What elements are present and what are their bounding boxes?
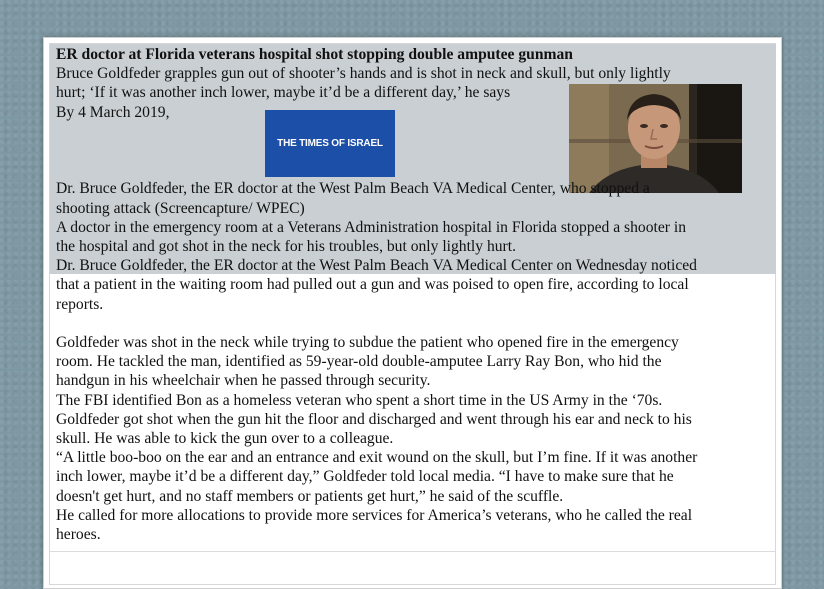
photo-caption-line-2: shooting attack (Screencapture/ WPEC): [56, 199, 305, 217]
image-spacer-1: [56, 122, 761, 141]
body-line: doesn't get hurt, and no staff members or patients get hurt,” he said of the scuffle.: [56, 487, 564, 505]
subheadline-line-2: hurt; ‘If it was another inch lower, maybe it’d be a different day,’ he says: [56, 84, 511, 102]
body-line: Dr. Bruce Goldfeder, the ER doctor at the West Palm Beach VA Medical Center on Wednesday noticed: [56, 257, 697, 275]
body-line: room. He tackled the man, identified as 59-year-old double-amputee Larry Ray Bon, who hid the: [56, 353, 662, 371]
body-line: skull. He was able to kick the gun over to a colleague.: [56, 430, 394, 447]
body-line: handgun in his wheelchair when he passed through security.: [56, 372, 431, 390]
body-line: that a patient in the waiting room had pulled out a gun and was poised to open fire, according to local: [56, 276, 689, 294]
subheadline-line-1: Bruce Goldfeder grapples gun out of shooter’s hands and is shot in neck and skull, but only lightly: [56, 65, 671, 83]
article-text: [56, 45, 761, 544]
body-line: reports.: [56, 295, 104, 313]
photo-caption-line-1: Dr. Bruce Goldfeder, the ER doctor at the West Palm Beach VA Medical Center, who stopped a: [56, 180, 650, 198]
body-line: heroes.: [56, 526, 101, 544]
paragraph-gap: [56, 314, 761, 333]
byline: By 4 March 2019,: [56, 103, 170, 121]
body-line: Goldfeder got shot when the gun hit the floor and discharged and went through his ear and neck to his: [56, 410, 692, 428]
image-spacer-2: [56, 141, 761, 160]
image-spacer-3: [56, 160, 761, 179]
headline: ER doctor at Florida veterans hospital shot stopping double amputee gunman: [56, 46, 573, 63]
body-line: A doctor in the emergency room at a Veterans Administration hospital in Florida stopped a shooter in: [56, 218, 686, 236]
body-line: Goldfeder was shot in the neck while trying to subdue the patient who opened fire in the emergency: [56, 333, 679, 351]
body-line: the hospital and got shot in the neck for his troubles, but only lightly hurt.: [56, 237, 516, 255]
bottom-divider: [50, 551, 776, 552]
body-line: inch lower, maybe it’d be a different day,” Goldfeder told local media. “I have to make sure that he: [56, 468, 674, 486]
logo-text: THE TIMES OF ISRAEL: [277, 138, 383, 149]
body-line: The FBI identified Bon as a homeless veteran who spent a short time in the US Army in the ‘70s.: [56, 391, 663, 409]
body-line: He called for more allocations to provide more services for America’s veterans, who he called the real: [56, 506, 693, 524]
body-line: “A little boo-boo on the ear and an entrance and exit wound on the skull, but I’m fine. If it was another: [56, 449, 698, 467]
